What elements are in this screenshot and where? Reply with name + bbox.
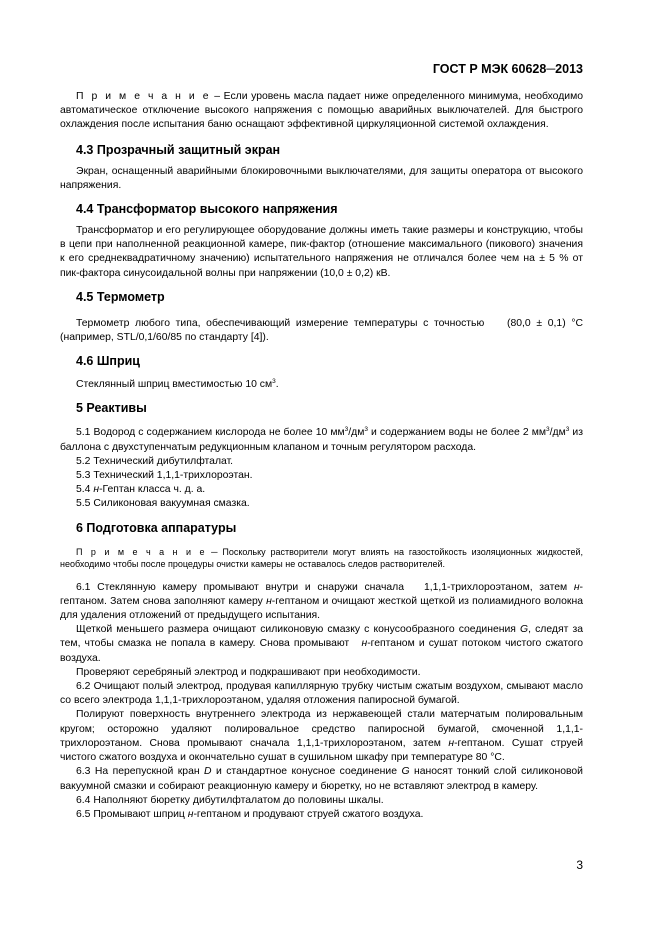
item-5-5: 5.5 Силиконовая вакуумная смазка. [76, 498, 250, 510]
section-4-6-heading: 4.6 Шприц [76, 354, 140, 369]
paragraph-6-1: 6.1 Стеклянную камеру промывают внутри и снаружи сначала 1,1,1-трихлороэтаном, затем н-гептаном. Затем снова заполняют камеру н-гептаном и очищают жесткой щеткой из полиамидного волокна для удаления отложений от предыдущего испытания. [60, 581, 586, 622]
section-4-3-heading: 4.3 Прозрачный защитный экран [76, 142, 281, 157]
item-5-2: 5.2 Технический дибутилфталат. [76, 455, 234, 467]
note-text: – Если уровень масла падает ниже определенного минимума, необходимо автоматическое отключение высокого напряжения с помощью аварийных выключателей. Для быстрого охлаждения после испытания баню оснащают эффективной циркуляционной системой охлаждения. [60, 91, 583, 131]
note-paragraph [60, 90, 583, 133]
paragraph-6-4: 6.4 Наполняют бюретку дибутилфталатом до половины шкалы. [76, 794, 384, 806]
paragraph-6-2: 6.2 Очищают полый электрод, продувая капиллярную трубку чистым сжатым воздухом, смывают масло со всего электрода 1,1,1-трихлороэтаном, удаляя отложения папиросной бумагой. [60, 681, 583, 707]
section-4-4-heading: 4.4 Трансформатор высокого напряжения [76, 202, 338, 217]
item-5-4: 5.4 н-Гептан класса ч. д. а. [76, 484, 206, 496]
section-4-5-heading: 4.5 Термометр [76, 289, 165, 304]
page-number: 3 [576, 858, 583, 872]
section-6-heading: 6 Подготовка аппаратуры [76, 520, 237, 535]
page-content [60, 90, 586, 822]
paragraph-6-5: 6.5 Промывают шприц н-гептаном и продувают струей сжатого воздуха. [76, 808, 424, 820]
document-header: ГОСТ Р МЭК 60628─2013 [432, 62, 583, 76]
section-4-6-paragraph: Стеклянный шприц вместимостью 10 $см^3$. [76, 378, 279, 391]
item-5-1: 5.1 Водород с содержанием кислорода не более 10 $мм^3/дм^3$ и содержанием воды не более 2 $мм^3/дм^3$ из баллона с двухступенчатым редукционным клапаном и точным регулятором расхода. [60, 426, 583, 453]
paragraph-6-1-electrode: Проверяют серебряный электрод и подкрашивают при необходимости. [76, 666, 421, 678]
paragraph-6-2-polish: Полируют поверхность внутреннего электрода из нержавеющей стали матерчатым полировальным кругом; осторожно удаляют полировальное средство папиросной бумагой, смоченной 1,1,1-трихлороэтаном. Снова промывают сначала 1,1,1-трихлороэтаном, затем н-гептаном. Сушат струей чистого сжатого воздуха и окончательно сушат в сушильном шкафу при температуре 80 °С. [60, 709, 583, 764]
paragraph-6-3: 6.3 На перепускной кран D и стандартное конусное соединение G наносят тонкий слой силиконовой вакуумной смазки и собирают реакционную камеру и бюретку, но не вставляют электрод в камеру. [60, 766, 583, 792]
item-5-3: 5.3 Технический 1,1,1-трихлороэтан. [76, 470, 253, 482]
note-label: П р и м е ч а н и е [76, 91, 211, 102]
section-4-3-paragraph: Экран, оснащенный аварийными блокировочными выключателями, для защиты оператора от высокого напряжения. [60, 165, 583, 191]
section-6-note: П р и м е ч а н и е ─ Поскольку растворители могут влиять на газостойкость изоляционных жидкостей, необходимо чтобы после процедуры очистки камеры не оставалось следов растворителей. [60, 546, 583, 570]
section-4-5-paragraph: Термометр любого типа, обеспечивающий измерение температуры с точностью (80,0 ± 0,1) °С (например, STL/0,1/60/85 по стандарту [4]). [60, 317, 586, 344]
paragraph-6-1-brush: Щеткой меньшего размера очищают силиконовую смазку с конусообразного соединения G, следят за тем, чтобы смазка не попала в камеру. Снова промывают н-гептаном и сушат потоком чистого сжатого воздуха. [60, 624, 586, 664]
section-4-4-paragraph: Трансформатор и его регулирующее оборудование должны иметь такие размеры и конструкцию, чтобы в цепи при наполненной реакционной камере, пик-фактор (отношение максимального (пикового) значения к его среднеквадратичному значению) испытательного напряжения не отличался более чем на ± 5 % от пик-фактора синусоидальной волны при напряжении (10,0 ± 0,2) кВ. [60, 225, 583, 279]
section-5-heading: 5 Реактивы [76, 401, 147, 416]
